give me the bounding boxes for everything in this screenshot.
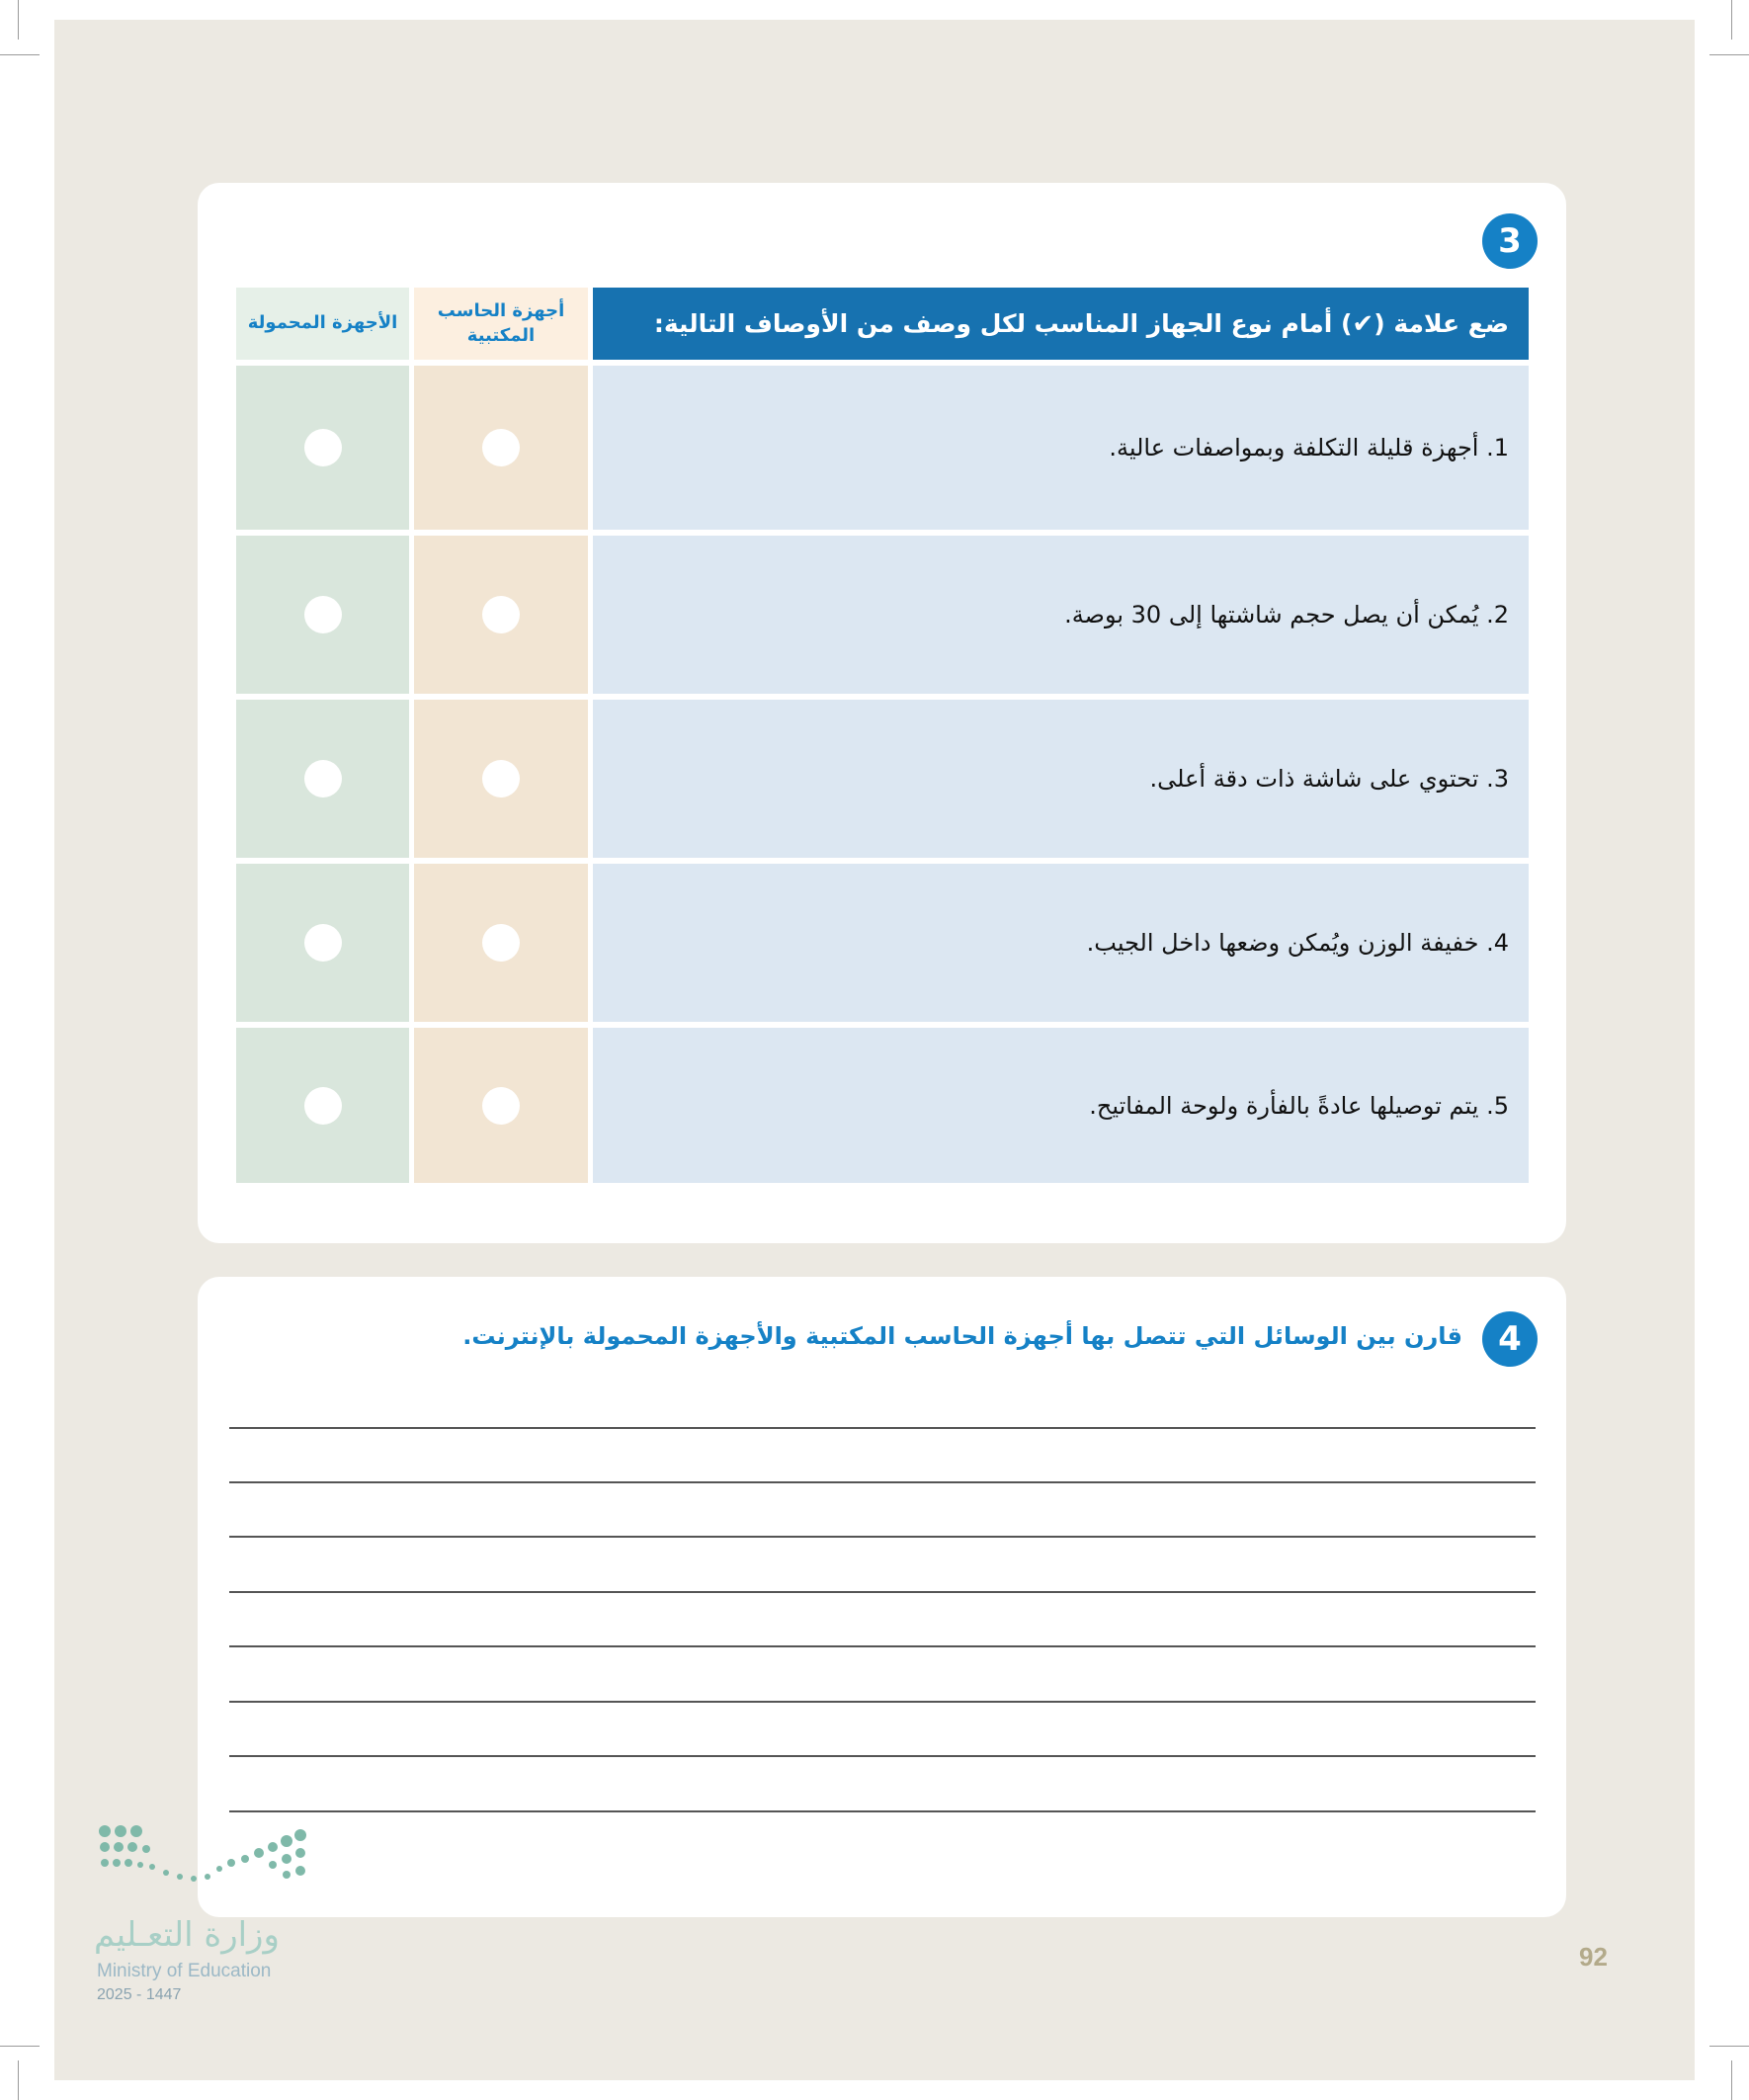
crop-mark (0, 54, 40, 55)
table-row-description: 4. خفيفة الوزن ويُمكن وضعها داخل الجيب. (593, 864, 1529, 1022)
instruction-text-end: ) أمام نوع الجهاز المناسب لكل وصف من الأوصاف التالية: (653, 309, 1353, 338)
column-header-mobile: الأجهزة المحمولة (236, 288, 409, 360)
check-icon: ✔ (1352, 308, 1374, 339)
desktop-answer-cell[interactable] (414, 1028, 588, 1183)
table-instruction-header (593, 288, 1529, 360)
exercise-number-badge: 4 (1482, 1311, 1538, 1367)
exercise-4-question: قارن بين الوسائل التي تتصل بها أجهزة الحاسب المكتبية والأجهزة المحمولة بالإنترنت. (462, 1322, 1462, 1350)
answer-circle[interactable] (482, 760, 520, 798)
ministry-logo-icon (97, 1823, 314, 1892)
table-row-description: 5. يتم توصيلها عادةً بالفأرة ولوحة المفاتيح. (593, 1028, 1529, 1183)
academic-year: 2025 - 1447 (97, 1986, 182, 2003)
answer-circle[interactable] (304, 1087, 342, 1125)
table-row-description: 3. تحتوي على شاشة ذات دقة أعلى. (593, 700, 1529, 858)
crop-mark (1709, 54, 1749, 55)
answer-circle[interactable] (304, 429, 342, 466)
desktop-answer-cell[interactable] (414, 366, 588, 530)
table-row-description: 2. يُمكن أن يصل حجم شاشتها إلى 30 بوصة. (593, 536, 1529, 694)
exercise-number-badge: 3 (1482, 213, 1538, 269)
page-number: 92 (1579, 1942, 1608, 1972)
desktop-answer-cell[interactable] (414, 536, 588, 694)
answer-circle[interactable] (482, 429, 520, 466)
answer-line[interactable] (229, 1536, 1536, 1538)
answer-line[interactable] (229, 1645, 1536, 1647)
answer-circle[interactable] (304, 760, 342, 798)
crop-mark (18, 2060, 19, 2100)
answer-line[interactable] (229, 1755, 1536, 1757)
crop-mark (1731, 0, 1732, 40)
mobile-answer-cell[interactable] (236, 864, 409, 1022)
mobile-answer-cell[interactable] (236, 1028, 409, 1183)
exercise-4-card (198, 1277, 1566, 1917)
mobile-answer-cell[interactable] (236, 366, 409, 530)
mobile-answer-cell[interactable] (236, 700, 409, 858)
answer-line[interactable] (229, 1810, 1536, 1812)
answer-circle[interactable] (482, 596, 520, 633)
answer-line[interactable] (229, 1481, 1536, 1483)
desktop-answer-cell[interactable] (414, 864, 588, 1022)
desktop-answer-cell[interactable] (414, 700, 588, 858)
ministry-name-english: Ministry of Education (97, 1961, 272, 1981)
ministry-name-arabic: وزارة التعـليم (94, 1915, 280, 1955)
answer-circle[interactable] (304, 596, 342, 633)
crop-mark (1731, 2060, 1732, 2100)
answer-line[interactable] (229, 1701, 1536, 1703)
crop-mark (1709, 2046, 1749, 2047)
answer-line[interactable] (229, 1427, 1536, 1429)
crop-mark (0, 2046, 40, 2047)
answer-line[interactable] (229, 1591, 1536, 1593)
column-header-desktop: أجهزة الحاسب المكتبية (414, 288, 588, 360)
answer-circle[interactable] (304, 924, 342, 962)
instruction-text-start: ضع علامة ( (1374, 309, 1509, 338)
answer-circle[interactable] (482, 924, 520, 962)
mobile-answer-cell[interactable] (236, 536, 409, 694)
answer-circle[interactable] (482, 1087, 520, 1125)
table-row-description: 1. أجهزة قليلة التكلفة وبمواصفات عالية. (593, 366, 1529, 530)
crop-mark (18, 0, 19, 40)
